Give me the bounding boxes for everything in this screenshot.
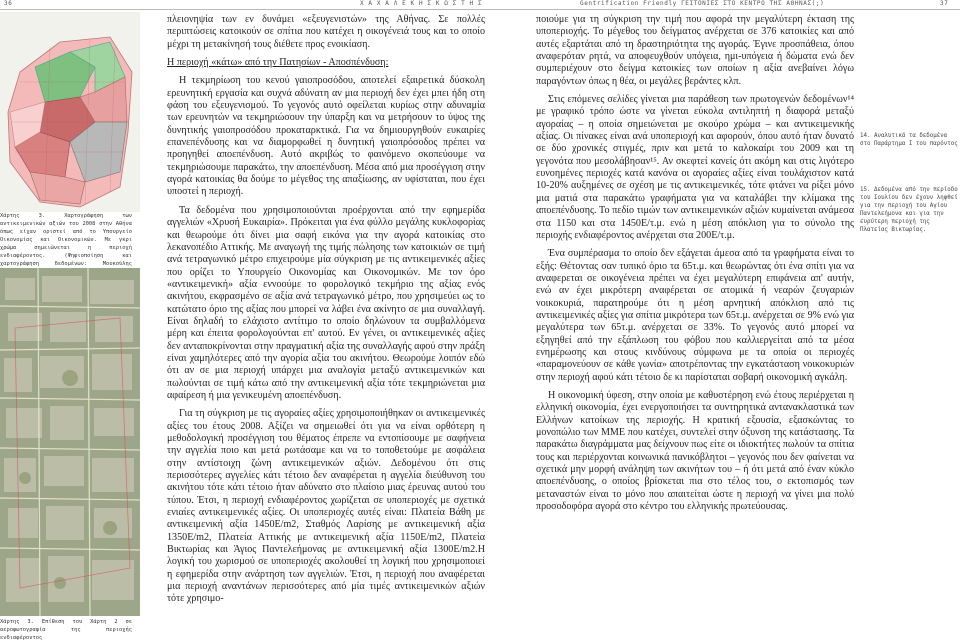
footnote-14: 14. Αναλυτικά τα δεδομένα στο Παράρτημα Ι του παρόντος	[860, 133, 958, 147]
map-caption-1: Χάρτης 3. Χαρτογράφηση των αντικειμενικών αξιών του 2008 στην Αθήνα όπως είχαν οριστεί από το Υπουργείο Οικονομίας και Οικονομικών. Με γκρι χρώμα σημειώνεται η περιοχή ενδιαφέροντος. (Ψηφιοποίηση και χαρτογράφηση δεδομένων: Μουκούλης	[0, 213, 132, 267]
paragraph: Ένα συμπέρασμα το οποίο δεν εξάγεται άμεσα από τα γραφήματα είναι το εξής: Θέτοντας σαν τυπικό όριο τα 65τ.μ. και θεωρώντας ότι ένα σπίτι για να αναφερεται σε οικογένεια πρέπει να έχει μεγαλύτερη επιφάνεια απ' αυτήν, ενώ αν έχει μικρότερη αναφέρεται σε ατομικά ή νεαρών ζευγαριών νοικοκυριά, παρατηρούμε ότι η μέση αρνητική απόκλιση από τις αντικειμενικές αξίες για σπίτια μικρότερα των 65τ.μ. ανέρχεται σε 9% ενώ για μεγαλύτερα των 65τ.μ. ανέρχεται σε 33%. Το γεγονός αυτό μπορεί να εξηγηθεί από την εξάπλωση του φόβου που καλλιεργείται από τα μέσα ενημέρωσης και στους κινδύνους σύμφωνα με τα οποία οι περιοχές «παραμονεύουν σε κάθε γωνία» αποτρέποντας την εγκατάσταση νοικοκυριών στην περιοχή αφού κάτι τέτοιο δε κι παρίσταται σοβαρή οικονομική αγκάλη.	[536, 248, 854, 383]
text-column-left	[167, 14, 485, 612]
paragraph: Η τεκμηρίωση του κενού γαιοπροσόδου, αποτελεί εξαιρετικά δύσκολη ερευνητική εργασία και συχνά αδύνατη αν μια περιοχή δεν έχει μπει ήδη στη φάση του εξευγενισμού. Το γεγονός αυτό οφείλεται κυρίως στην αδυναμία των ερευνητών να τεκμηριώσουν την ύπαρξη και να μετρήσουν το ύψος της δυνητικής γαιοπροσόδου προκαταρκτικά. Για να δημιουργηθούν ευκαιρίες επανεπένδυσης και να διαμορφωθεί η δυνητική γαιοπρόσοδος πρέπει να προηγηθεί αποεπένδυση. Αυτό ακριβώς το φαινόμενο σκοπεύουμε να τεκμηριώσουμε παρακάτω, την αποεπένδυση. Μέσα από μια προσέγγιση στην αγορά κατοικίας θα δούμε το μέγεθος της απαξίωσης, αν υφίσταται, που έχει υποστεί η περιοχή.	[167, 75, 485, 198]
section-subheading: Η περιοχή «κάτω» από την Πατησίων - Αποσπένδυση:	[167, 57, 389, 69]
aerial-map	[0, 268, 140, 616]
footnote-15: 15. Δεδομένα από την περίοδο του Ιουλίου δεν έχουν ληφθεί για την περιοχή του Αγίου Παντελεήμονα και για την ευρύτερη περιοχή της Πλατείας Βικτωρίας.	[860, 187, 958, 233]
text-column-right	[536, 14, 854, 519]
running-title-left: Χ Α Χ Α Λ Ε Κ Η Σ Κ Ω Σ Τ Η Σ	[360, 0, 483, 7]
paragraph: Τα δεδομένα που χρησιμοποιούνται προέρχονται από την εφημερίδα αγγελιών «Χρυσή Ευκαιρία». Πρόκειται για ένα φύλλο μεγάλης κυκλοφορίας και θεωρούμε ότι δίνει μια σαφή εικόνα για την αγορά κατοικίας στο λεκανοπέδιο Αττικής. Με αναγωγή της τιμής πώλησης των κατοικιών σε τιμή ανά τετραγωνικό μέτρο επιχειρούμε μία σύγκριση με τις αντικειμενικές αξίες που ορίζει το Υπουργείο Οικονομίας και Οικονομικών. Με τον όρο «αντικειμενική» αξία εννοούμε το φορολογικό τεκμήριο της αξίας ενός ακινήτου, εκφρασμένο σε αξία ανά τετραγωνικό μέτρο, που χρησιμεύει ως το κατώτατο όριο της αξίας που μπορεί να λάβει ένα ακίνητο σε μια συναλλαγή. Είναι δηλαδή το ελάχιστο αντίτιμο το οποίο δηλώνουν τα συμβαλλόμενα μέρη και έπειτα φορολογούνται επ' αυτού. Εν γένει, οι αντικειμενικές αξίες δεν ανταποκρίνονται στην πραγματική αξία της συναλλαγής αφού στην πράξη είναι χαμηλότερες από την αγορία αξία του ακινήτου. Θεωρούμε λοιπόν εδώ ότι αν σε μια περιοχή υπάρχει μια αναλογία μεταξύ αντικειμενικών και πωλούνται σε τιμή κάτω από την αντικειμενική αξία τότε τεκμηριώνεται μια αφαίρεση ή μια γενικευμένη αποεπένδυση.	[167, 204, 485, 401]
paragraph: Στις επόμενες σελίδες γίνεται μια παράθεση των πρωτογενών δεδομένων¹⁴ με γραφικό τρόπο ώστε να γίνεται εύκολα αντιληπτή η διαφορά μεταξύ αγοραίας – η οποία σημειώνεται με σκούρο χρώμα – και αντικειμενικής αξίας. Οι πίνακες είναι ανά υποπεριοχή και αφορούν, όπου αυτό ήταν δυνατό σε δύο χρονικές στιγμές, πριν και μετά το καλοκαίρι του 2009 και τη γεγονότα που μεσολάβησαν¹⁵. Αν σκεφτεί κανείς ότι ακόμη και στις λιγότερο ευνοημένες περιοχές κατά κανόνα οι αγοραίες αξίες είναι τουλάχιστον κατά 10-20% αυξημένες σε σχέση με τις αντικειμενικές, τότε φτάνει να ρίξει μόνο μια ματιά στα παρακάτω γραφήματα για να καταλάβει την κλίμακα της αποεπένδυσης. Το πεδίο τιμών των αντικειμενικών αξιών κυμαίνεται ανάμεσα στα 1150 και στα 1450Ε/τ.μ. ενώ η μέση απόκλιση για το σύνολο της περιοχής ενδιαφέροντος ανέρχεται στα 200Ε/τ.μ.	[536, 94, 854, 241]
page-number-left: 36	[4, 0, 13, 7]
paragraph: Για τη σύγκριση με τις αγοραίες αξίες χρησιμοποιήθηκαν οι αντικειμενικές αξίες του έτους 2008. Αξίζει να σημειωθεί ότι για να είναι ορθότερη η μεθοδολογική προσέγγιση του θέματος έπρεπε να εντοπίσουμε με σαφήνεια την αγγελία ποιο και μετά ρωτάσαμε και να το τοποθετούμε με ασφάλεια στην αντίστοιχη ζώνη αντικειμενικών αξιών. Δεδομένου ότι στις περισσότερες αγγελίες κάτι τέτοιο δεν αναφέρεται η αγγελία διεύθυνση του ακινήτου τότε κάτι τέτοιο ήταν αδύνατο στο πλαίσιο μιας έρευνας αυτού του τύπου. Έτσι, η περιοχή ενδιαφέροντος χωρίζεται σε υποπεριοχές με σχετικά ενιαίες αντικειμενικές αξίες. Οι υποπεριοχές αυτές είναι: Πλατεία Βάθη με αντικειμενική αξία 1450Ε/m2, Σταθμός Λαρίσης με αντικειμενική αξία 1350Ε/m2, Πλατεία Αττικής με αντικειμενική αξία 1150Ε/m2, Πλατεία Βικτωρίας και Άγιος Παντελεήμονας με αντικειμενική αξία 1300Ε/m2.Η λογική του χωρισμού σε υποπεριοχές ακολουθεί τη λογική που χρησιμοποιεί η εφημερίδα στην ανάρτηση των αγγελιών. Έτσι, η περιοχή που αναφέρεται μια περιοχή αναντάνων περισσότερες από μία τιμές αντικειμενικών αξιών τότε χρησιμο-	[167, 408, 485, 605]
valuation-map	[0, 12, 140, 212]
paragraph: πλειονηψία των εν δυνάμει «εξευγενιστών» της Αθήνας. Σε πολλές περιπτώσεις κατοικούν σε σπίτια που κατέχει η οικογένειά τους και το οποίο μέχρι τη μετακίνησή τους διέθετε προς ενοικίαση.	[167, 14, 485, 50]
paragraph: ποιούμε για τη σύγκριση την τιμή που αφορά την μεγαλύτερη έκταση της υποπεριοχής. Το μέγεθος του δείγματος ανέρχεται σε 376 κατοικίες και από αυτές εξαρτάται από τη δραστηριότητα της αγοράς. Έγινε προσπάθεια, όπου αναφερόταν ρητά, να αποφευχθούν υπόγεια, ημι-υπόγεια ή δώματα ενώ δεν συμπεριέχουν στο δείγμα κατοικίες των οποίων η αξία ανεβαίνει λόγω παραγόντων όπως η θέα, οι μεγάλες βεράντες κλπ.	[536, 14, 854, 87]
header-rule	[0, 9, 960, 10]
running-title-right: Gentrification Friendly ΓΕΙΤΟΝΙΕΣ ΣΤΟ ΚΕΝΤΡΟ ΤΗΣ ΑΘΗΝΑΣ(;)	[580, 0, 825, 7]
page-number-right: 37	[940, 0, 949, 7]
paragraph: Η οικονομική ύφεση, στην οποία με καθυστέρηση ενώ έτους περιέρχεται η ελληνική οικονομία, έχει ενεργοποιήσει τα συντηρητικά αντανακλαστικά των Ελλήνων κατοίκων της περιοχής. Η κρατική εξουσία, εξασκώντας το μονοπώλιο των ΜΜΕ που κατέχει, συντελεί στην όξυνση της κατάστασης. Τα παρακάτω διαγράμματα μας δείχνουν πως είτε οι ιδιοκτήτες πωλούν τα σπίτια τους και περιέρχονται κοινωνικά πανικόβλητοι – γεγονός που δεν φαίνεται να σχετικά μην μορφή ανάληψη των ακινήτων του – ή ότι μετά από έναν κύκλο αποεπένδυσης, ο οποίος βρίσκεται πια στο τέλος του, ο εκτοπισμός των μεταναστών είναι το μόνο που απαιτείται ώστε η περιοχή να γίνει μια πολύ προσοδοφόρα αγορά στο κέντρο του ελληνικής πρωτεύουσας.	[536, 389, 854, 513]
map-caption-2: Χάρτης 3. Επίθεση του Χάρτη 2 σε αεροφωτογραφία της περιοχής ενδιαφέροντος	[0, 619, 132, 641]
